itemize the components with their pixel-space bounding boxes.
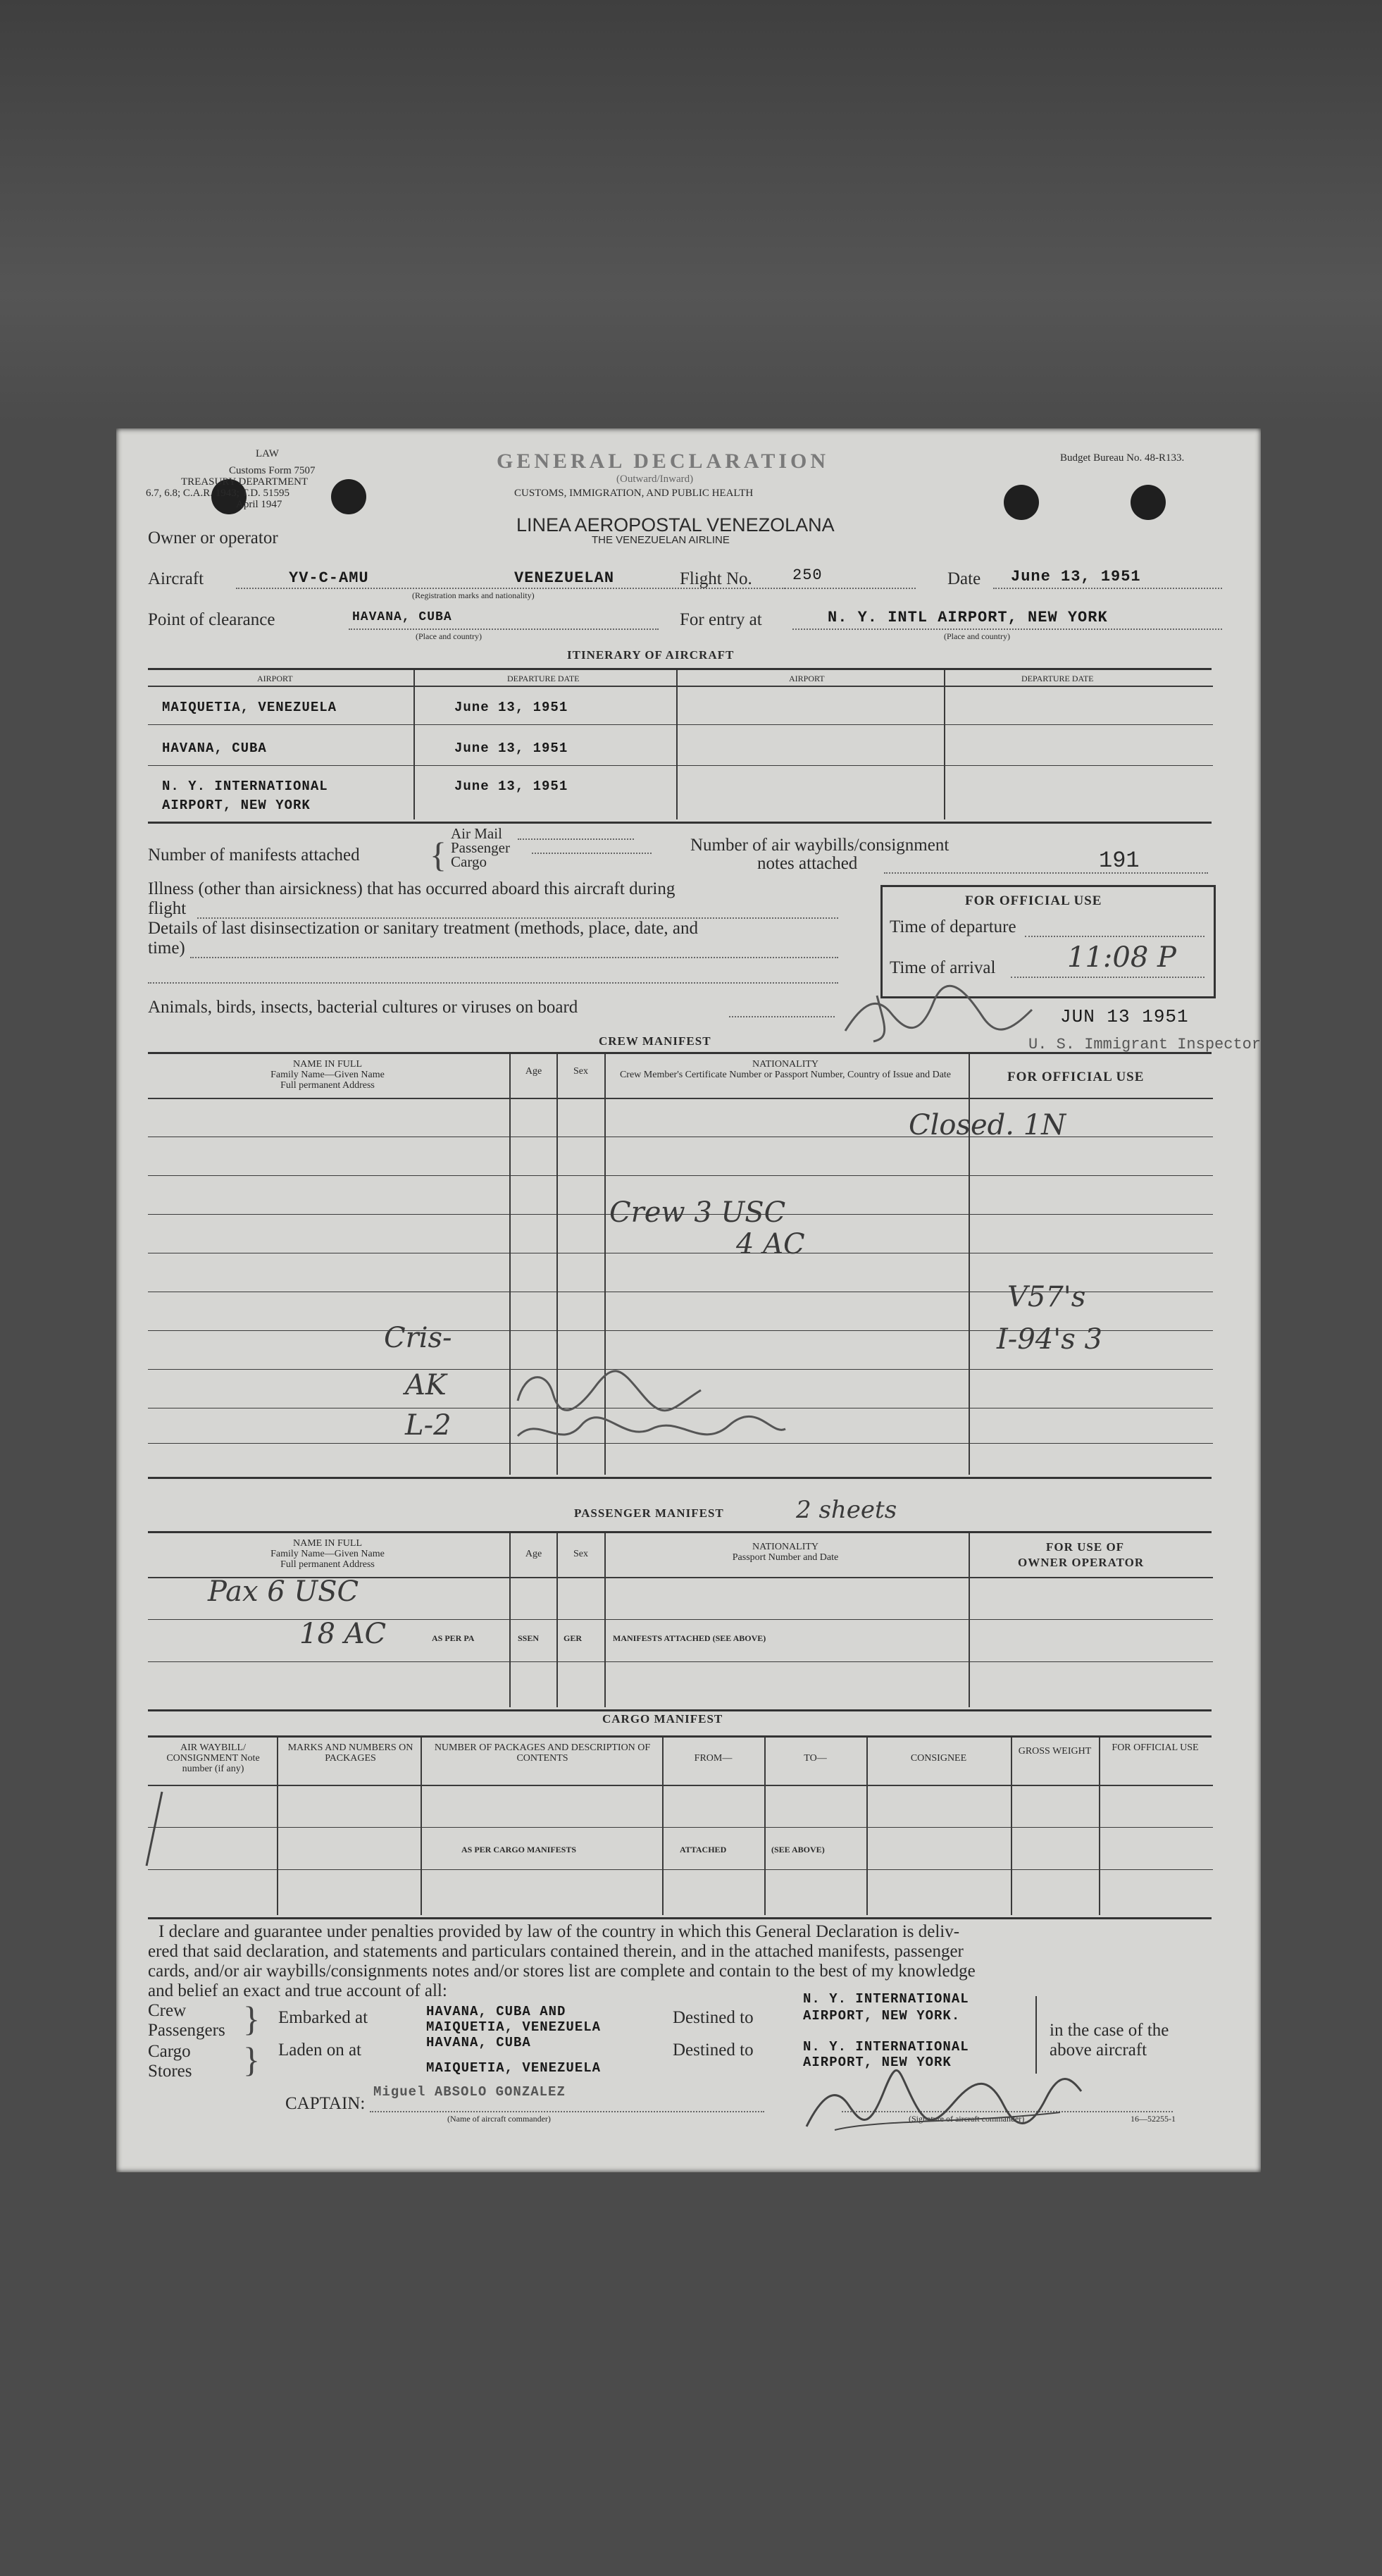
as-per-passenger: AS PER PA (432, 1633, 475, 1643)
hw-pax: Pax 6 USC (208, 1575, 359, 1608)
law-ref: LAW (256, 448, 279, 459)
laden-value-2: MAIQUETIA, VENEZUELA (426, 2060, 602, 2076)
illness-label: Illness (other than airsickness) that has occurred aboard this aircraft during (148, 879, 676, 898)
crew-manifest-title: CREW MANIFEST (599, 1034, 711, 1048)
passenger-header-name: NAME IN FULL Family Name—Given Name Full permanent Address (270, 1538, 385, 1570)
punch-hole (1131, 485, 1166, 520)
inspector-signature (835, 982, 1046, 1045)
destined-label-1: Destined to (673, 2008, 754, 2027)
cargo-header-packages: NUMBER OF PACKAGES AND DESCRIPTION OF CONTENTS (434, 1742, 651, 1764)
passenger-header-sex: Sex (573, 1549, 588, 1559)
arrival-time-label: Time of arrival (890, 958, 996, 977)
clearance-value: HAVANA, CUBA (352, 610, 452, 624)
cargo-attached: ATTACHED (680, 1845, 727, 1854)
crew-header-nationality: NATIONALITY Crew Member's Certificate Number or Passport Number, Country of Issue and Date (619, 1059, 952, 1080)
stamp-date: JUN 13 1951 (1060, 1006, 1189, 1027)
cargo-header-from: FROM— (694, 1753, 733, 1764)
flight-number: 250 (792, 566, 823, 584)
passengers-label: Passengers (148, 2021, 225, 2040)
cargo-header-consignee: CONSIGNEE (910, 1753, 967, 1764)
waybills-label: Number of air waybills/consignment (690, 836, 950, 855)
customs-form: Customs Form 7507 (229, 465, 316, 476)
crew-header-age: Age (525, 1066, 542, 1077)
animals-label: Animals, birds, insects, bacterial cultures or viruses on board (148, 998, 578, 1017)
date-value: June 13, 1951 (1011, 568, 1141, 586)
itinerary-row-date: June 13, 1951 (454, 700, 568, 715)
brace: } (243, 1999, 260, 2038)
official-use-title: FOR OFFICIAL USE (965, 893, 1102, 908)
hw-sheets: 2 sheets (796, 1496, 897, 1524)
hw-ak: AK (405, 1369, 447, 1401)
form-date: April 1947 (236, 499, 282, 510)
illness-label-2: flight (148, 899, 187, 918)
declaration-line-4: and belief an exact and true account of all: (148, 1981, 447, 2000)
destined-value-1b: AIRPORT, NEW YORK. (803, 2008, 961, 2024)
form-title: GENERAL DECLARATION (497, 450, 830, 473)
destined-label-2: Destined to (673, 2041, 754, 2060)
waybills-value: 191 (1099, 848, 1140, 874)
aircraft-caption: (Registration marks and nationality) (412, 590, 535, 600)
punch-hole (1004, 485, 1039, 520)
signature-caption: (Signature of aircraft commander) (909, 2114, 1025, 2124)
cargo-hand-mark (141, 1788, 169, 1873)
brace: } (243, 2040, 260, 2079)
hw-18ac: 18 AC (299, 1618, 387, 1650)
hw-cris: Cris- (384, 1322, 452, 1354)
airline-subtitle: THE VENEZUELAN AIRLINE (592, 534, 730, 546)
passenger-manifest-title: PASSENGER MANIFEST (574, 1506, 724, 1520)
captain-name: Miguel ABSOLO GONZALEZ (373, 2084, 566, 2100)
cargo-manifest-title: CARGO MANIFEST (602, 1712, 723, 1726)
clearance-label: Point of clearance (148, 610, 275, 629)
itinerary-header-airport-2: AIRPORT (789, 674, 825, 683)
crew-header-sex: Sex (573, 1066, 588, 1077)
passenger-header-nationality: NATIONALITY Passport Number and Date (732, 1542, 839, 1563)
crew-header-official: FOR OFFICIAL USE (1007, 1070, 1145, 1084)
regulation-ref: 6.7, 6.8; C.A.R. 1943; T.D. 51595 (146, 488, 290, 499)
ssen: SSEN (518, 1633, 540, 1643)
in-case-label: in the case of the (1050, 2021, 1169, 2040)
cargo-header-marks: MARKS AND NUMBERS ON PACKAGES (287, 1742, 413, 1764)
itinerary-header-date: DEPARTURE DATE (507, 674, 580, 683)
hw-closed: Closed. 1N (909, 1109, 1066, 1141)
passenger-header-owner: FOR USE OF (1046, 1540, 1125, 1554)
entry-label: For entry at (680, 610, 762, 629)
crew-inspector-signature (504, 1358, 799, 1457)
flight-label: Flight No. (680, 569, 752, 588)
general-declaration-form (116, 428, 1261, 2172)
cargo-header-to: TO— (804, 1753, 827, 1764)
itinerary-title: ITINERARY OF AIRCRAFT (567, 648, 735, 662)
embarked-label: Embarked at (278, 2008, 368, 2027)
inspector-title: U. S. Immigrant Inspector (1028, 1036, 1262, 1053)
manifests-attached: MANIFESTS ATTACHED (SEE ABOVE) (613, 1633, 766, 1643)
clearance-caption: (Place and country) (416, 631, 482, 641)
passenger-header-age: Age (525, 1549, 542, 1559)
form-subtitle: CUSTOMS, IMMIGRATION, AND PUBLIC HEALTH (514, 488, 754, 499)
itinerary-row-airport: HAVANA, CUBA (162, 741, 267, 756)
itinerary-row-airport: MAIQUETIA, VENEZUELA (162, 700, 337, 715)
owner-label: Owner or operator (148, 528, 278, 547)
brace: { (430, 835, 447, 874)
itinerary-row-date: June 13, 1951 (454, 779, 568, 794)
destined-value-1a: N. Y. INTERNATIONAL (803, 1991, 969, 2007)
arrival-time-value: 11:08 P (1067, 941, 1176, 974)
aircraft-registration: YV-C-AMU (289, 569, 369, 587)
gpo-number: 16—52255-1 (1131, 2114, 1176, 2124)
crew-label: Crew (148, 2001, 187, 2020)
declaration-line-1: I declare and guarantee under penalties provided by law of the country in which this General Declaration is deliv- (158, 1922, 960, 1941)
aircraft-nationality: VENEZUELAN (514, 569, 615, 587)
declaration-line-2: ered that said declaration, and statements and particulars contained therein, and in the attached manifests, passenger (148, 1942, 964, 1961)
hw-l2: L-2 (405, 1409, 452, 1442)
stores-label: Stores (148, 2062, 192, 2081)
entry-caption: (Place and country) (944, 631, 1010, 641)
airline-name: LINEA AEROPOSTAL VENEZOLANA (516, 514, 835, 535)
itinerary-row-airport-line2: AIRPORT, NEW YORK (162, 798, 311, 813)
destined-value-2b: AIRPORT, NEW YORK (803, 2055, 952, 2070)
scan-background (0, 0, 1382, 423)
laden-value-1: HAVANA, CUBA (426, 2035, 531, 2050)
punch-hole (331, 479, 366, 514)
embarked-value-1: HAVANA, CUBA AND (426, 2004, 566, 2019)
itinerary-header-airport: AIRPORT (257, 674, 293, 683)
date-label: Date (947, 569, 981, 588)
disinsect-label: Details of last disinsectization or sanitary treatment (methods, place, date, and (148, 919, 698, 938)
ger: GER (564, 1633, 583, 1643)
manifests-label: Number of manifests attached (148, 846, 360, 865)
declaration-line-3: cards, and/or air waybills/consignments notes and/or stores list are complete and contain to the best of my knowledge (148, 1962, 976, 1981)
itinerary-row-date: June 13, 1951 (454, 741, 568, 756)
entry-value: N. Y. INTL AIRPORT, NEW YORK (828, 609, 1108, 626)
cargo-label: Cargo (451, 853, 487, 870)
hw-v57: V57's (1007, 1281, 1086, 1313)
captain-signature (792, 2063, 1088, 2141)
embarked-value-2: MAIQUETIA, VENEZUELA (426, 2019, 602, 2035)
cargo-header-waybill: AIR WAYBILL/ CONSIGNMENT Note number (if any) (166, 1742, 260, 1774)
laden-label: Laden on at (278, 2041, 362, 2060)
treasury-dept: TREASURY DEPARTMENT (181, 476, 309, 488)
cargo-as-per: AS PER CARGO MANIFESTS (461, 1845, 577, 1854)
destined-value-2a: N. Y. INTERNATIONAL (803, 2039, 969, 2055)
cargo-header-official: FOR OFFICIAL USE (1112, 1742, 1199, 1753)
crew-header-name: NAME IN FULL Family Name—Given Name Full permanent Address (270, 1059, 385, 1091)
itinerary-header-date-2: DEPARTURE DATE (1021, 674, 1094, 683)
passenger-header-owner-2: OWNER OPERATOR (1018, 1556, 1145, 1569)
itinerary-row-airport: N. Y. INTERNATIONAL (162, 779, 328, 794)
departure-time-label: Time of departure (890, 917, 1016, 936)
disinsect-label-2: time) (148, 939, 185, 958)
hw-crew-count: Crew 3 USC (609, 1196, 786, 1229)
cargo-see-above: (SEE ABOVE) (771, 1845, 825, 1854)
captain-label: CAPTAIN: (285, 2094, 366, 2113)
budget-bureau-no: Budget Bureau No. 48-R133. (1060, 452, 1185, 464)
cargo-decl-label: Cargo (148, 2042, 191, 2061)
air-mail-label: Air Mail (451, 825, 502, 842)
hw-4ac: 4 AC (736, 1228, 805, 1261)
cargo-header-gross: GROSS WEIGHT (1018, 1746, 1092, 1757)
waybills-label-2: notes attached (757, 854, 858, 873)
form-direction: (Outward/Inward) (616, 473, 694, 485)
hw-i94: I-94's 3 (997, 1323, 1102, 1356)
passenger-label: Passenger (451, 839, 510, 856)
aircraft-label: Aircraft (148, 569, 204, 588)
captain-caption: (Name of aircraft commander) (447, 2114, 551, 2124)
above-aircraft-label: above aircraft (1050, 2041, 1147, 2060)
